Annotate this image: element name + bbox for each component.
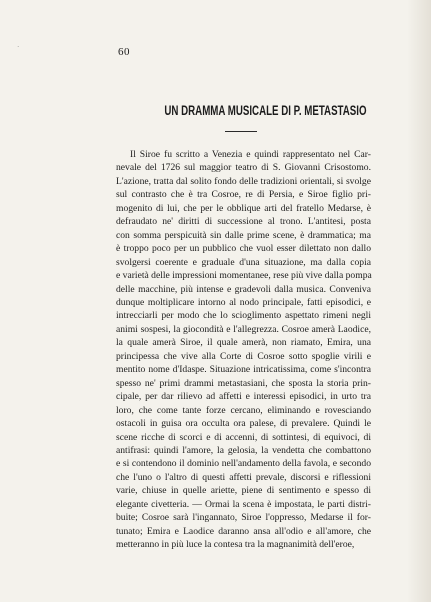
- text-line: con somma perspicuità sin dalle prime scene, è drammatica; ma: [116, 229, 371, 241]
- text-line: mogenito di lui, che per le obblique arti del fratello Medarse, è: [116, 202, 371, 214]
- text-line: loro, che come tante forze cercano, eliminando e rovesciando: [116, 404, 371, 416]
- text-line: che l'uno o l'altro di questi affetti prevale, discorsi e riflessioni: [116, 471, 371, 483]
- text-line: tunato; Emira e Laodice daranno ansa all'odio e all'amore, che: [116, 525, 371, 537]
- text-line: spesso ne' primi drammi metastasiani, che sposta la storia prin-: [116, 377, 371, 389]
- text-line: la quale amerà Siroe, il quale amerà, non riamato, Emira, una: [116, 337, 371, 349]
- text-line: elegante civetteria. — Ormai la scena è impostata, le parti distri-: [116, 498, 371, 510]
- chapter-title: UN DRAMMA MUSICALE DI P. METASTASIO: [164, 103, 367, 118]
- text-line: e varietà delle impressioni momentanee, rese più vive dalla pompa: [116, 270, 372, 282]
- text-line: e si contendono il dominio nell'andamento della favola, e secondo: [116, 458, 371, 470]
- text-line: scene ricche di scorci e di accenni, di sottintesi, di equivoci, di: [116, 431, 371, 443]
- text-line: cipale, per dar rilievo ad affetti e interessi episodici, in urto tra: [116, 391, 371, 403]
- text-line: svolgersi coerente e graduale d'una situazione, ma dalla copia: [116, 256, 371, 268]
- title-rule: [225, 131, 257, 132]
- text-line: ostacoli in guisa ora occulta ora palese, di prevalere. Quindi le: [116, 418, 371, 430]
- text-line: defraudato ne' diritti di successione al trono. L'antitesi, posta: [116, 216, 371, 228]
- margin-mark: ·: [17, 43, 20, 51]
- text-line: è troppo poco per un pubblico che vuol esser dilettato non dallo: [116, 243, 371, 255]
- text-line: intrecciarli per modo che lo scioglimento aspettato rimeni negli: [116, 310, 371, 322]
- text-line: mentito nome d'Idaspe. Situazione intricatissima, come s'incontra: [116, 364, 371, 376]
- text-line: delle macchine, più intense e gradevoli dalla musica. Conveniva: [116, 283, 371, 295]
- text-line: Il Siroe fu scritto a Venezia e quindi rappresentato nel Car-: [130, 149, 371, 160]
- text-line: L'azione, tratta dal solito fondo delle tradizioni orientali, si svolge: [116, 175, 371, 187]
- text-line: varie, chiuse in quelle ariette, piene di sentimento e spesso di: [116, 485, 371, 497]
- text-line: animi sospesi, la giocondità e l'allegrezza. Cosroe amerà Laodice,: [116, 323, 371, 335]
- text-line: metteranno in più luce la contesa tra la magnanimità dell'eroe,: [116, 539, 355, 551]
- text-line: dunque moltiplicare intorno al nodo principale, fatti episodici, e: [116, 296, 371, 308]
- text-line: nevale del 1726 sul maggior teatro di S. Giovanni Crisostomo.: [116, 162, 371, 174]
- page-edge-shadow: [407, 0, 431, 602]
- text-line: sul contrasto che è tra Cosroe, re di Persia, e Siroe figlio pri-: [116, 189, 371, 201]
- page-number: 60: [118, 46, 130, 58]
- text-line: antifrasi: quindi l'amore, la gelosia, la vendetta che combattono: [116, 444, 371, 456]
- body-paragraph: [116, 148, 371, 552]
- text-line: principessa che vive alla Corte di Cosroe sotto spoglie virili e: [116, 350, 371, 362]
- text-line: buite; Cosroe sarà l'ingannato, Siroe l'oppresso, Medarse il for-: [116, 512, 371, 524]
